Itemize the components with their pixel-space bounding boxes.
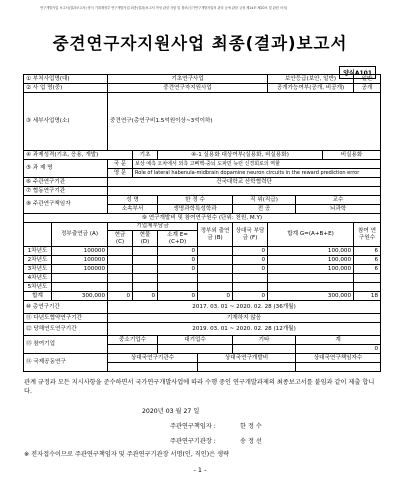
budget-gov: 100000 bbox=[52, 256, 108, 265]
row-lead-institution bbox=[24, 178, 381, 187]
budget-local: 0 bbox=[198, 292, 233, 301]
value-title-korean: 보상 예측 오차에서 외측 고삐핵-중뇌 도파민 뉴런 신경회로의 역할 bbox=[133, 160, 381, 169]
budget-gov: 300,000 bbox=[52, 292, 108, 301]
budget-staff: 18 bbox=[354, 292, 381, 301]
budget-other-head: 상대국 부담금 (F) bbox=[233, 223, 268, 247]
budget-local bbox=[198, 265, 233, 274]
budget-other: 0 bbox=[233, 247, 268, 256]
row-sub-program bbox=[24, 93, 381, 151]
firms-total-value: 0 bbox=[296, 345, 381, 354]
budget-total: 100,000 bbox=[268, 247, 354, 256]
budget-cash bbox=[108, 274, 133, 283]
budget-cash bbox=[108, 283, 133, 292]
label-disclosure: 공개가능여부(공개, 비공개) bbox=[268, 84, 354, 93]
row-multiyear-period bbox=[24, 314, 381, 323]
signature-note: ※ 전자접수이므로 주관연구책임자 및 주관연구기관장 서명(인, 직인)은 생략 bbox=[24, 451, 230, 458]
label-pi-dept: 소속부서 bbox=[108, 205, 158, 214]
firms-large-value bbox=[158, 345, 233, 354]
header-note: 연구개발사업 보고서(결과보고서) 양식 기획재정부 연구개발사업 최종(결과)보고서 작성 관련 사항 및 참조(국가연구개발사업의 관리 등에 관한 규정 제14조·제20조 및 관련 서식) bbox=[40, 6, 288, 10]
budget-other bbox=[233, 274, 268, 283]
budget-row bbox=[24, 247, 381, 256]
budget-local bbox=[198, 274, 233, 283]
budget-staff-head: 참여 연구원수 bbox=[354, 223, 381, 247]
firms-other-value bbox=[233, 345, 296, 354]
firms-sme-value bbox=[108, 345, 158, 354]
row-intl-head bbox=[24, 354, 381, 363]
label-current-period: ⑫ 당해연도연구기간 bbox=[24, 323, 108, 336]
value-pi-name: 한 정 수 bbox=[158, 196, 233, 205]
budget-other: 0 bbox=[233, 265, 268, 274]
budget-total bbox=[268, 283, 354, 292]
label-participating-firms: ⑬ 참여기업 bbox=[24, 336, 108, 354]
value-pi-major: 뇌과학 bbox=[296, 205, 381, 214]
value-program-name: 중견연구자지원사업 bbox=[108, 84, 268, 93]
budget-cash bbox=[108, 256, 133, 265]
budget-sum-head: 소계 E=(C+D) bbox=[158, 231, 198, 247]
intl-institutions-value bbox=[108, 363, 198, 372]
label-pi-major: 전 공 bbox=[233, 205, 296, 214]
budget-local bbox=[198, 283, 233, 292]
budget-year: 4차년도 bbox=[24, 274, 52, 283]
budget-total: 100,000 bbox=[268, 256, 354, 265]
budget-sum: 0 bbox=[158, 256, 198, 265]
signer-pi-name: 한 정 수 bbox=[240, 423, 262, 430]
budget-staff: 6 bbox=[354, 247, 381, 256]
budget-staff: 6 bbox=[354, 265, 381, 274]
row-total-period bbox=[24, 301, 381, 314]
budget-cash: 0 bbox=[108, 292, 133, 301]
budget-staff bbox=[354, 283, 381, 292]
label-sub-program: ③ 세부사업명(소) bbox=[24, 93, 108, 151]
budget-staff bbox=[354, 274, 381, 283]
budget-other: 0 bbox=[233, 292, 268, 301]
value-pi-position: 교수 bbox=[296, 196, 381, 205]
label-project-title: ⑤ 과 제 명 bbox=[24, 160, 108, 178]
budget-kind bbox=[133, 247, 158, 256]
row-partner-institution bbox=[24, 187, 381, 196]
signer-head-name: 송 정 선 bbox=[240, 438, 262, 445]
intl-budget-value bbox=[198, 363, 296, 372]
value-sub-program: 중견연구(총연구비1.5억원이상~3억이하) bbox=[108, 93, 381, 151]
budget-kind-head: 현물 (D) bbox=[133, 231, 158, 247]
label-pi-name: 성 명 bbox=[108, 196, 158, 205]
budget-private-head: 기업체부담금 bbox=[108, 223, 198, 231]
budget-gov bbox=[52, 274, 108, 283]
value-commercialization: 비실용화 bbox=[323, 151, 381, 160]
value-partner-institution bbox=[108, 187, 381, 196]
value-project-nature: 기초 bbox=[133, 151, 158, 160]
budget-kind bbox=[133, 283, 158, 292]
label-partner-institution: ⑦ 협동연구기관 bbox=[24, 187, 108, 196]
label-ministry-program: ① 부처사업명(대) bbox=[24, 75, 108, 84]
budget-header: ⑨ 연구개발비 및 참여연구원수 (단위: 천원, M.Y) bbox=[24, 214, 381, 223]
row-budget-colhead-1 bbox=[24, 223, 381, 231]
label-principal-investigator: ⑧ 주관연구책임자 bbox=[24, 196, 108, 214]
declaration-text: 관계 규정과 모든 지시사항을 준수하면서 국가연구개발사업에 따라 수행 중인 연구개발과제의 최종보고서를 붙임과 같이 제출 합니다. bbox=[24, 379, 375, 395]
signer-pi-label: 주관연구책임자 : bbox=[170, 423, 216, 430]
budget-other: 0 bbox=[233, 256, 268, 265]
label-commercialization: ④-1 실용화 대상여부(실용화, 비실용화) bbox=[158, 151, 323, 160]
budget-total: 100,000 bbox=[268, 265, 354, 274]
report-form-table bbox=[23, 74, 381, 372]
signer-head-label: 주관연구기관장 : bbox=[170, 438, 216, 445]
label-project-nature: ④ 과제성격(기초, 응용, 개발) bbox=[24, 151, 133, 160]
intl-budget-head: 상대국연구개발비 bbox=[198, 354, 296, 363]
budget-kind bbox=[133, 256, 158, 265]
row-pi-name bbox=[24, 196, 381, 205]
budget-gov: 100000 bbox=[52, 247, 108, 256]
budget-cash bbox=[108, 247, 133, 256]
budget-row bbox=[24, 283, 381, 292]
budget-year: 3차년도 bbox=[24, 265, 52, 274]
budget-year: 5차년도 bbox=[24, 283, 52, 292]
firms-sme-head: 중소기업수 bbox=[108, 336, 158, 345]
budget-year: 합계 bbox=[24, 292, 52, 301]
budget-local-head: 정부외 출연금 (B) bbox=[198, 223, 233, 247]
label-multiyear-period: ⑪ 다년도협약연구기간 bbox=[24, 314, 108, 323]
row-title-korean bbox=[24, 160, 381, 169]
value-total-period: 2017. 03. 01 ~ 2020. 02. 28 (36개월) bbox=[108, 301, 381, 314]
row-current-period bbox=[24, 323, 381, 336]
submission-date: 2020년 03 월 27 일 bbox=[142, 408, 200, 415]
budget-local bbox=[198, 256, 233, 265]
budget-cash bbox=[108, 265, 133, 274]
value-pi-dept: 생명과학특성학과 bbox=[158, 205, 233, 214]
budget-sum: 0 bbox=[158, 292, 198, 301]
row-program-name bbox=[24, 84, 381, 93]
budget-total-row bbox=[24, 292, 381, 301]
form-code-badge: 양식A101 bbox=[339, 66, 376, 79]
label-program-name: ② 사 업 명(중) bbox=[24, 84, 108, 93]
budget-year-head bbox=[24, 223, 52, 247]
budget-total bbox=[268, 274, 354, 283]
budget-row bbox=[24, 256, 381, 265]
budget-year: 2차년도 bbox=[24, 256, 52, 265]
firms-total-head: 계 bbox=[296, 336, 381, 345]
page-number: - 1 - bbox=[193, 466, 207, 474]
label-title-korean: 국 문 bbox=[108, 160, 133, 169]
firms-large-head: 대기업수 bbox=[158, 336, 233, 345]
label-security-level: 보안등급(보안, 일반) bbox=[268, 75, 354, 84]
budget-sum: 0 bbox=[158, 247, 198, 256]
budget-cash-head: 현금 (C) bbox=[108, 231, 133, 247]
budget-other bbox=[233, 283, 268, 292]
intl-pi-value bbox=[296, 363, 381, 372]
label-international: ⑭ 국제공동연구 bbox=[24, 354, 108, 372]
budget-total-head: 합계 G=(A+B+E) bbox=[268, 223, 354, 247]
budget-gov bbox=[52, 283, 108, 292]
budget-sum bbox=[158, 283, 198, 292]
value-security-level: 일반 bbox=[354, 75, 381, 84]
label-pi-position: 직 위(직급) bbox=[233, 196, 296, 205]
document-title: 중견연구자지원사업 최종(결과)보고서 bbox=[52, 34, 348, 53]
budget-kind bbox=[133, 274, 158, 283]
intl-institutions-head: 상대국연구기관수 bbox=[108, 354, 198, 363]
row-ministry-program bbox=[24, 75, 381, 84]
row-budget-header bbox=[24, 214, 381, 223]
row-participating-firms-head bbox=[24, 336, 381, 345]
budget-row bbox=[24, 265, 381, 274]
label-title-english: 영 문 bbox=[108, 169, 133, 178]
budget-staff: 6 bbox=[354, 256, 381, 265]
budget-sum: 0 bbox=[158, 265, 198, 274]
firms-other-head: 기타 bbox=[233, 336, 296, 345]
budget-local bbox=[198, 247, 233, 256]
label-total-period: ⑩ 총연구기간 bbox=[24, 301, 108, 314]
budget-kind: 0 bbox=[133, 292, 158, 301]
value-ministry-program: 기초연구사업 bbox=[108, 75, 268, 84]
value-disclosure: 공개 bbox=[354, 84, 381, 93]
budget-kind bbox=[133, 265, 158, 274]
value-title-english: Role of lateral habenula-midbrain dopamine neuron circuits in the reward prediction error bbox=[133, 169, 381, 178]
value-multiyear-period: 기재하지 않음 bbox=[108, 314, 381, 323]
budget-sum bbox=[158, 274, 198, 283]
value-lead-institution: 건국대학교 산학협력단 bbox=[108, 178, 381, 187]
value-current-period: 2019. 03. 01 ~ 2020. 02. 28 (12개월) bbox=[108, 323, 381, 336]
budget-total: 300,000 bbox=[268, 292, 354, 301]
budget-row bbox=[24, 274, 381, 283]
label-lead-institution: ⑥ 주관연구기관 bbox=[24, 178, 108, 187]
row-project-nature bbox=[24, 151, 381, 160]
budget-gov-head: 정부출연금 (A) bbox=[52, 223, 108, 247]
budget-year: 1차년도 bbox=[24, 247, 52, 256]
intl-pi-head: 상대국연구책임자수 bbox=[296, 354, 381, 363]
budget-gov: 100000 bbox=[52, 265, 108, 274]
